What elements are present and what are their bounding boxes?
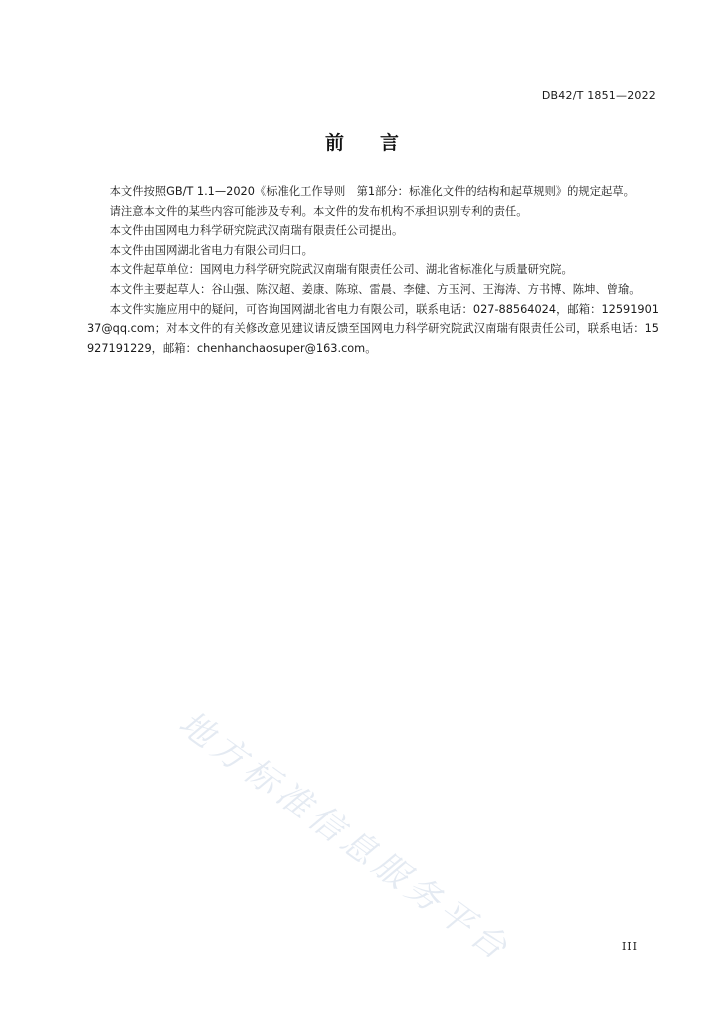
paragraph-administrator: 本文件由国网湖北省电力有限公司归口。 xyxy=(109,243,313,257)
document-body xyxy=(87,182,659,358)
page-title: 前言 xyxy=(324,132,435,154)
document-code: DB42/T 1851—2022 xyxy=(541,89,656,102)
paragraph-patent-notice: 请注意本文件的某些内容可能涉及专利。本文件的发布机构不承担识别专利的责任。 xyxy=(109,204,528,218)
paragraph-proposer: 本文件由国网电力科学研究院武汉南瑞有限责任公司提出。 xyxy=(109,224,404,238)
paragraph-contact: 本文件实施应用中的疑问，可咨询国网湖北省电力有限公司，联系电话：027-88564024，邮箱：1259190137@qq.com；对本文件的有关修改意见建议请反馈至国网电力科学研究院武汉南瑞有限责任公司，联系电话：15927191229，邮箱：chenhanchaosuper@163.com。 xyxy=(87,302,659,355)
paragraph-drafting-units: 本文件起草单位：国网电力科学研究院武汉南瑞有限责任公司、湖北省标准化与质量研究院。 xyxy=(109,263,573,277)
watermark: 地方标准信息服务平台 xyxy=(171,703,519,971)
paragraph-drafters: 本文件主要起草人：谷山强、陈汉超、姜康、陈琼、雷晨、李健、方玉河、王海涛、方书博、陈坤、曾瑜。 xyxy=(109,282,641,296)
page-number: III xyxy=(621,940,638,953)
paragraph-drafting-basis: 本文件按照GB/T 1.1—2020《标准化工作导则 第1部分：标准化文件的结构和起草规则》的规定起草。 xyxy=(109,185,635,198)
